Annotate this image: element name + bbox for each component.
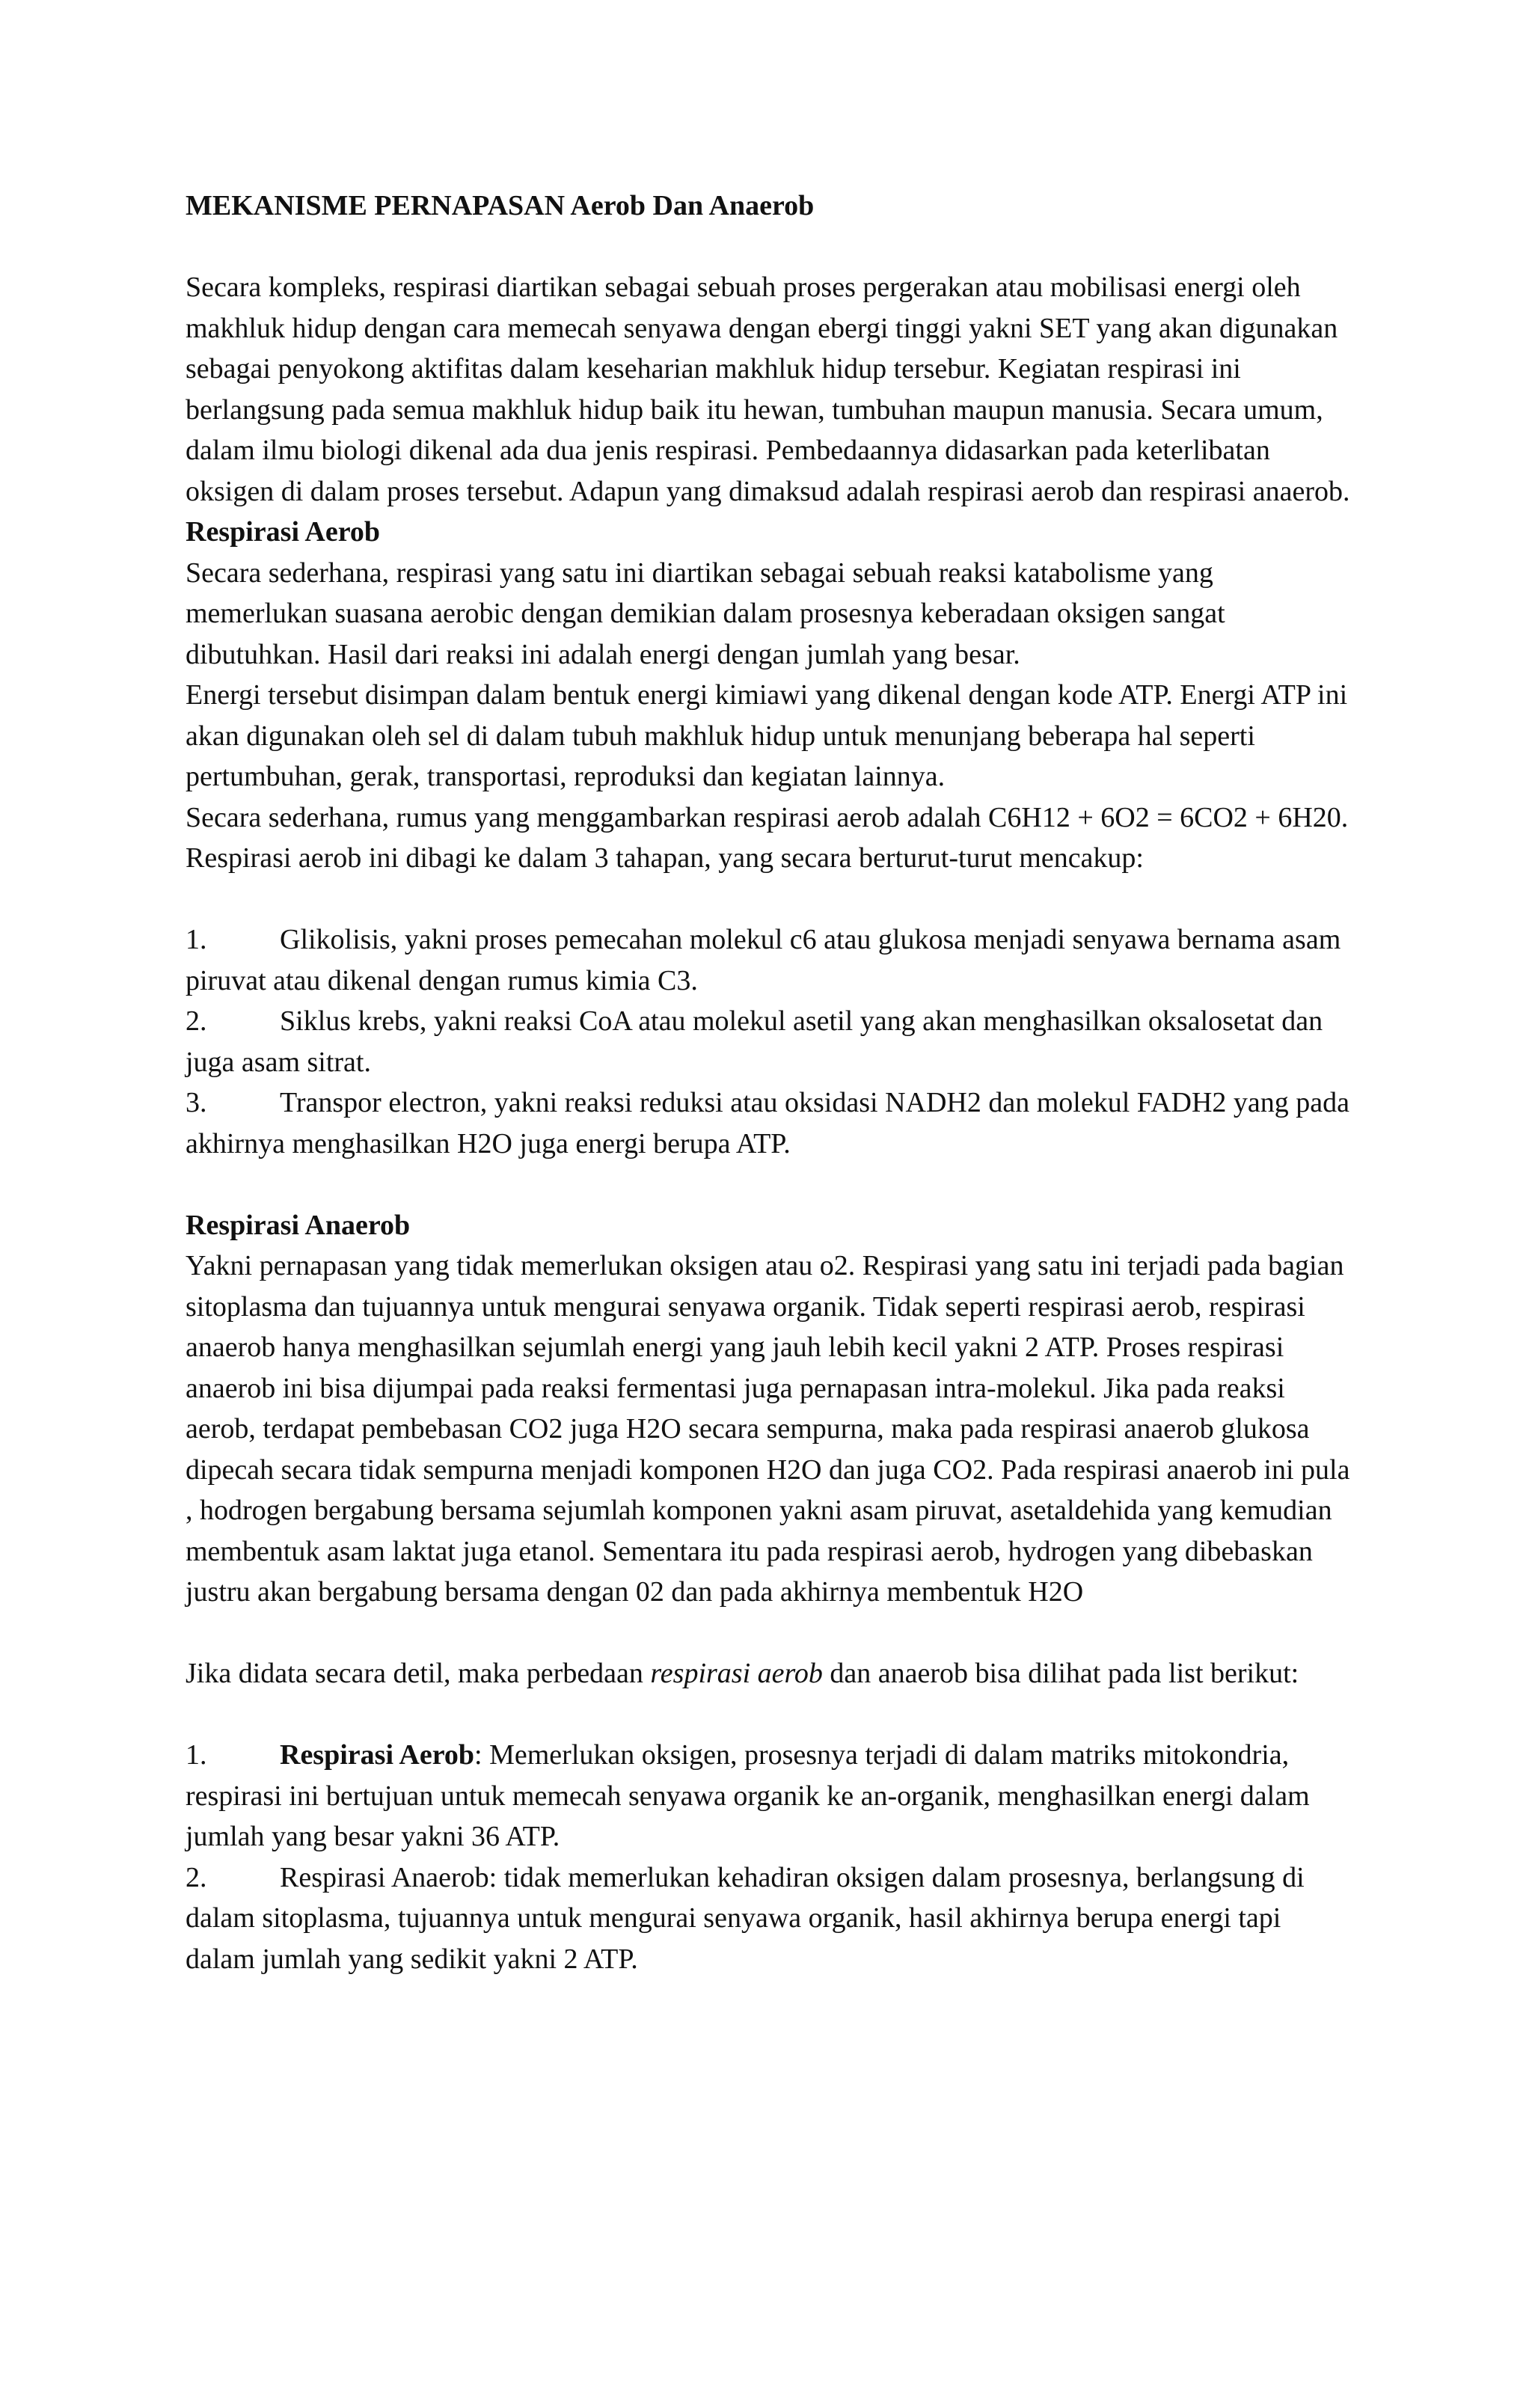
compare-intro-text: Jika didata secara detil, maka perbedaan bbox=[186, 1658, 651, 1689]
compare-intro-italic: respirasi aerob bbox=[650, 1658, 823, 1689]
aerob-step bbox=[186, 919, 1352, 1001]
anaerob-paragraph: Yakni pernapasan yang tidak memerlukan oksigen atau o2. Respirasi yang satu ini terjadi pada bagian sitoplasma dan tujuannya untuk mengurai senyawa organik. Tidak seperti respirasi aerob, respirasi anaerob hanya menghasilkan sejumlah energi yang jauh lebih kecil yakni 2 ATP. Proses respirasi anaerob ini bisa dijumpai pada reaksi fermentasi juga pernapasan intra-molekul. Jika pada reaksi aerob, terdapat pembebasan CO2 juga H2O secara sempurna, maka pada respirasi anaerob glukosa dipecah secara tidak sempurna menjadi komponen H2O dan juga CO2. Pada respirasi anaerob ini pula , hodrogen bergabung bersama sejumlah komponen yakni asam piruvat, asetaldehida yang kemudian membentuk asam laktat juga etanol. Sementara itu pada respirasi aerob, hydrogen yang dibebaskan justru akan bergabung bersama dengan 02 dan pada akhirnya membentuk H2O bbox=[186, 1250, 1350, 1608]
compare-intro bbox=[186, 1653, 1352, 1694]
aerob-paragraph-2: Energi tersebut disimpan dalam bentuk energi kimiawi yang dikenal dengan kode ATP. Energi ATP ini akan digunakan oleh sel di dalam tubuh makhluk hidup untuk menunjang beberapa hal seperti pertumbuhan, gerak, transportasi, reproduksi dan kegiatan lainnya. bbox=[186, 679, 1348, 792]
item-text: Respirasi Anaerob: tidak memerlukan kehadiran oksigen dalam prosesnya, berlangsung di dalam sitoplasma, tujuannya untuk mengurai senyawa organik, hasil akhirnya berupa energi tapi dalam jumlah yang sedikit yakni 2 ATP. bbox=[186, 1861, 1305, 1975]
aerob-step bbox=[186, 1082, 1352, 1164]
document-title: MEKANISME PERNAPASAN Aerob Dan Anaerob bbox=[186, 190, 815, 221]
step-number: 2. bbox=[186, 1005, 207, 1037]
step-number: 3. bbox=[186, 1087, 207, 1118]
spacer bbox=[186, 1164, 1352, 1205]
aerob-paragraph-4: Respirasi aerob ini dibagi ke dalam 3 tahapan, yang secara berturut-turut mencakup: bbox=[186, 842, 1144, 874]
compare-intro-text: dan anaerob bisa dilihat pada list berikut: bbox=[822, 1658, 1299, 1689]
item-text: : Memerlukan oksigen, prosesnya terjadi di dalam matriks mitokondria, respirasi ini bertujuan untuk memecah senyawa organik ke an-organik, menghasilkan energi dalam jumlah yang besar yakni 36 ATP. bbox=[186, 1739, 1310, 1852]
aerob-heading: Respirasi Aerob bbox=[186, 516, 381, 548]
aerob-paragraph-3: Secara sederhana, rumus yang menggambarkan respirasi aerob adalah C6H12 + 6O2 = 6CO2 + 6H20. bbox=[186, 801, 1349, 833]
step-text: Siklus krebs, yakni reaksi CoA atau molekul asetil yang akan menghasilkan oksalosetat dan juga asam sitrat. bbox=[186, 1005, 1323, 1078]
aerob-paragraph-1: Secara sederhana, respirasi yang satu ini diartikan sebagai sebuah reaksi katabolisme yang memerlukan suasana aerobic dengan demikian dalam prosesnya keberadaan oksigen sangat dibutuhkan. Hasil dari reaksi ini adalah energi dengan jumlah yang besar. bbox=[186, 557, 1225, 670]
step-text: Glikolisis, yakni proses pemecahan molekul c6 atau glukosa menjadi senyawa bernama asam piruvat atau dikenal dengan rumus kimia C3. bbox=[186, 924, 1341, 996]
intro-paragraph: Secara kompleks, respirasi diartikan sebagai sebuah proses pergerakan atau mobilisasi energi oleh makhluk hidup dengan cara memecah senyawa dengan ebergi tinggi yakni SET yang akan digunakan sebagai penyokong aktifitas dalam keseharian makhluk hidup tersebur. Kegiatan respirasi ini berlangsung pada semua makhluk hidup baik itu hewan, tumbuhan maupun manusia. Secara umum, dalam ilmu biologi dikenal ada dua jenis respirasi. Pembedaannya didasarkan pada keterlibatan oksigen di dalam proses tersebut. Adapun yang dimaksud adalah respirasi aerob dan respirasi anaerob. bbox=[186, 272, 1350, 507]
spacer bbox=[186, 1694, 1352, 1735]
step-text: Transpor electron, yakni reaksi reduksi atau oksidasi NADH2 dan molekul FADH2 yang pada akhirnya menghasilkan H2O juga energi berupa ATP. bbox=[186, 1087, 1349, 1159]
aerob-step bbox=[186, 1001, 1352, 1082]
compare-item bbox=[186, 1735, 1352, 1857]
spacer bbox=[186, 879, 1352, 920]
item-number: 2. bbox=[186, 1861, 207, 1893]
spacer bbox=[186, 1613, 1352, 1654]
anaerob-heading: Respirasi Anaerob bbox=[186, 1209, 411, 1241]
step-number: 1. bbox=[186, 924, 207, 955]
spacer bbox=[186, 227, 1352, 268]
document-page bbox=[186, 186, 1352, 1979]
item-bold-label: Respirasi Aerob bbox=[280, 1739, 475, 1771]
item-number: 1. bbox=[186, 1739, 207, 1771]
compare-item bbox=[186, 1857, 1352, 1980]
